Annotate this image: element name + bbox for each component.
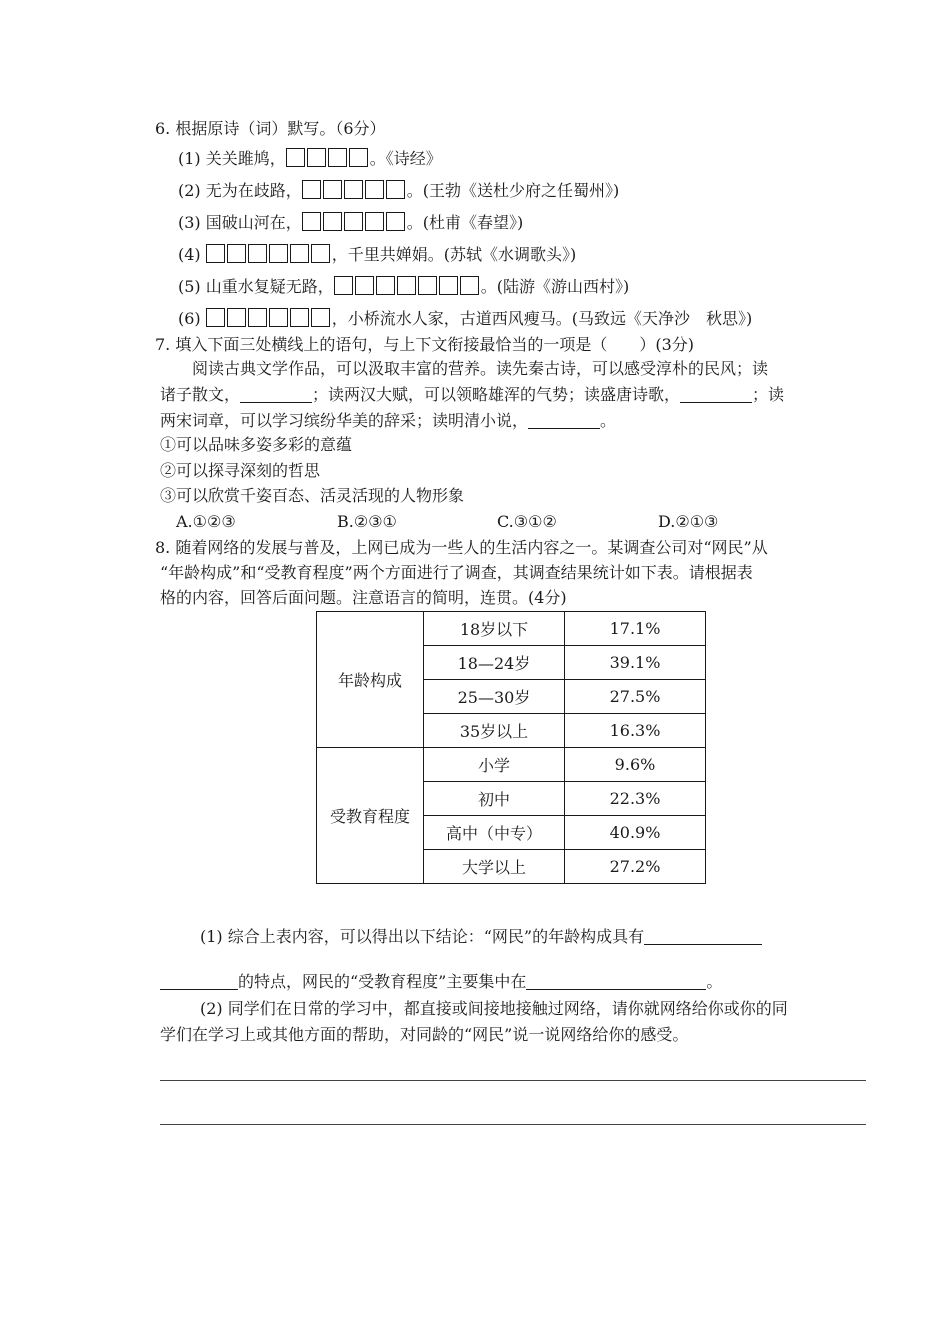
group-cell-age: 年龄构成 xyxy=(317,612,424,748)
answer-box[interactable] xyxy=(323,212,342,231)
blank-3[interactable] xyxy=(528,412,600,429)
answer-box[interactable] xyxy=(290,244,309,263)
item-text: 国破山河在， xyxy=(205,213,302,232)
answer-box[interactable] xyxy=(460,276,479,295)
question-text: 。 xyxy=(706,972,723,991)
question-text: (1) 综合上表内容，可以得出以下结论：“网民”的年龄构成具有 xyxy=(200,927,645,946)
q6-item-2 xyxy=(178,180,619,202)
answer-box[interactable] xyxy=(355,276,374,295)
q6-item-5 xyxy=(178,276,629,298)
q7-passage-line-1: 阅读古典文学作品，可以汲取丰富的营养。读先秦古诗，可以感受淳朴的民风；读 xyxy=(192,359,769,378)
answer-box[interactable] xyxy=(269,244,288,263)
q8-line-1: 8. 随着网络的发展与普及，上网已成为一些人的生活内容之一。某调查公司对“网民”从 xyxy=(155,538,768,557)
answer-box[interactable] xyxy=(290,308,309,327)
answer-line-1[interactable] xyxy=(160,1080,866,1081)
q8-line-2: “年龄构成”和“受教育程度”两个方面进行了调查，其调查结果统计如下表。请根据表 xyxy=(160,563,753,582)
answer-box[interactable] xyxy=(349,148,368,167)
answer-box[interactable] xyxy=(439,276,458,295)
table-row xyxy=(317,612,706,646)
blank-1[interactable] xyxy=(240,386,312,403)
q7-choice-d[interactable]: D.②①③ xyxy=(658,512,719,531)
q8-line-3: 格的内容，回答后面问题。注意语言的简明，连贯。(4分) xyxy=(160,588,567,607)
category-cell: 18—24岁 xyxy=(424,646,565,680)
category-cell: 大学以上 xyxy=(424,850,565,884)
passage-text: ；读 xyxy=(752,385,785,404)
question-text: 的特点，网民的“受教育程度”主要集中在 xyxy=(238,972,527,991)
q6-item-4 xyxy=(178,244,576,266)
survey-table xyxy=(316,611,706,884)
answer-box[interactable] xyxy=(376,276,395,295)
item-source: ，千里共婵娟。(苏轼《水调歌头》) xyxy=(331,245,577,264)
value-cell: 27.2% xyxy=(565,850,706,884)
answer-box[interactable] xyxy=(418,276,437,295)
item-source: 。(陆游《游山西村》) xyxy=(480,277,630,296)
answer-box[interactable] xyxy=(386,180,405,199)
item-number: (5) xyxy=(178,277,201,296)
item-source: 。(王勃《送杜少府之任蜀州》) xyxy=(406,181,620,200)
q7-passage-line-2 xyxy=(160,384,784,406)
answer-box[interactable] xyxy=(227,244,246,263)
item-number: (1) xyxy=(178,149,201,168)
category-cell: 35岁以上 xyxy=(424,714,565,748)
q7-option-3: ③可以欣赏千姿百态、活灵活现的人物形象 xyxy=(160,486,465,505)
passage-text: 诸子散文， xyxy=(160,385,241,404)
q7-choice-c[interactable]: C.③①② xyxy=(497,512,557,531)
answer-box[interactable] xyxy=(344,212,363,231)
item-number: (3) xyxy=(178,213,201,232)
table-row xyxy=(317,748,706,782)
group-cell-education: 受教育程度 xyxy=(317,748,424,884)
answer-box[interactable] xyxy=(269,308,288,327)
answer-box[interactable] xyxy=(307,148,326,167)
answer-box[interactable] xyxy=(365,212,384,231)
value-cell: 27.5% xyxy=(565,680,706,714)
q7-passage-line-3 xyxy=(160,410,616,432)
answer-box[interactable] xyxy=(248,308,267,327)
answer-box[interactable] xyxy=(227,308,246,327)
item-source: 。(杜甫《春望》) xyxy=(406,213,524,232)
item-source: ，小桥流水人家，古道西风瘦马。(马致远《天净沙 秋思》) xyxy=(331,309,753,328)
value-cell: 17.1% xyxy=(565,612,706,646)
answer-box[interactable] xyxy=(206,308,225,327)
q8-sub1-line-2 xyxy=(160,971,722,993)
item-source: 。《诗经》 xyxy=(369,149,442,168)
q6-title: 6. 根据原诗（词）默写。（6分） xyxy=(155,119,386,138)
answer-box[interactable] xyxy=(386,212,405,231)
value-cell: 9.6% xyxy=(565,748,706,782)
item-number: (2) xyxy=(178,181,201,200)
passage-text: ；读两汉大赋，可以领略雄浑的气势；读盛唐诗歌， xyxy=(312,385,681,404)
category-cell: 初中 xyxy=(424,782,565,816)
category-cell: 25—30岁 xyxy=(424,680,565,714)
q8-sub2-line-1: (2) 同学们在日常的学习中，都直接或间接地接触过网络，请你就网络给你或你的同 xyxy=(200,999,788,1018)
q6-item-1 xyxy=(178,148,442,170)
item-number: (6) xyxy=(178,309,201,328)
q7-option-2: ②可以探寻深刻的哲思 xyxy=(160,461,321,480)
answer-box[interactable] xyxy=(344,180,363,199)
answer-box[interactable] xyxy=(323,180,342,199)
q8-sub2-line-2: 学们在学习上或其他方面的帮助，对同龄的“网民”说一说网络给你的感受。 xyxy=(160,1025,689,1044)
answer-box[interactable] xyxy=(311,244,330,263)
answer-line-2[interactable] xyxy=(160,1124,866,1125)
category-cell: 18岁以下 xyxy=(424,612,565,646)
answer-box[interactable] xyxy=(328,148,347,167)
answer-blank-1[interactable] xyxy=(644,928,762,945)
q6-item-3 xyxy=(178,212,523,234)
q7-choice-b[interactable]: B.②③① xyxy=(337,512,397,531)
answer-box[interactable] xyxy=(302,212,321,231)
category-cell: 小学 xyxy=(424,748,565,782)
answer-box[interactable] xyxy=(365,180,384,199)
answer-box[interactable] xyxy=(334,276,353,295)
value-cell: 39.1% xyxy=(565,646,706,680)
answer-box[interactable] xyxy=(286,148,305,167)
answer-box[interactable] xyxy=(302,180,321,199)
answer-box[interactable] xyxy=(311,308,330,327)
q7-choice-a[interactable]: A.①②③ xyxy=(176,512,236,531)
q7-option-1: ①可以品味多姿多彩的意蕴 xyxy=(160,435,353,454)
item-text: 关关雎鸠， xyxy=(205,149,286,168)
item-text: 山重水复疑无路， xyxy=(205,277,334,296)
answer-box[interactable] xyxy=(206,244,225,263)
blank-2[interactable] xyxy=(680,386,752,403)
answer-blank-1-cont[interactable] xyxy=(160,973,238,990)
category-cell: 高中（中专） xyxy=(424,816,565,850)
q6-item-6 xyxy=(178,308,752,330)
item-number: (4) xyxy=(178,245,201,264)
value-cell: 16.3% xyxy=(565,714,706,748)
q8-sub1-line-1 xyxy=(200,926,762,948)
answer-box[interactable] xyxy=(248,244,267,263)
passage-text: 两宋词章，可以学习缤纷华美的辞采；读明清小说， xyxy=(160,411,529,430)
answer-blank-2[interactable] xyxy=(526,973,706,990)
item-text: 无为在歧路， xyxy=(205,181,302,200)
passage-text: 。 xyxy=(600,411,617,430)
value-cell: 22.3% xyxy=(565,782,706,816)
q7-title: 7. 填入下面三处横线上的语句，与上下文衔接最恰当的一项是（ ）(3分) xyxy=(155,335,695,354)
answer-box[interactable] xyxy=(397,276,416,295)
value-cell: 40.9% xyxy=(565,816,706,850)
